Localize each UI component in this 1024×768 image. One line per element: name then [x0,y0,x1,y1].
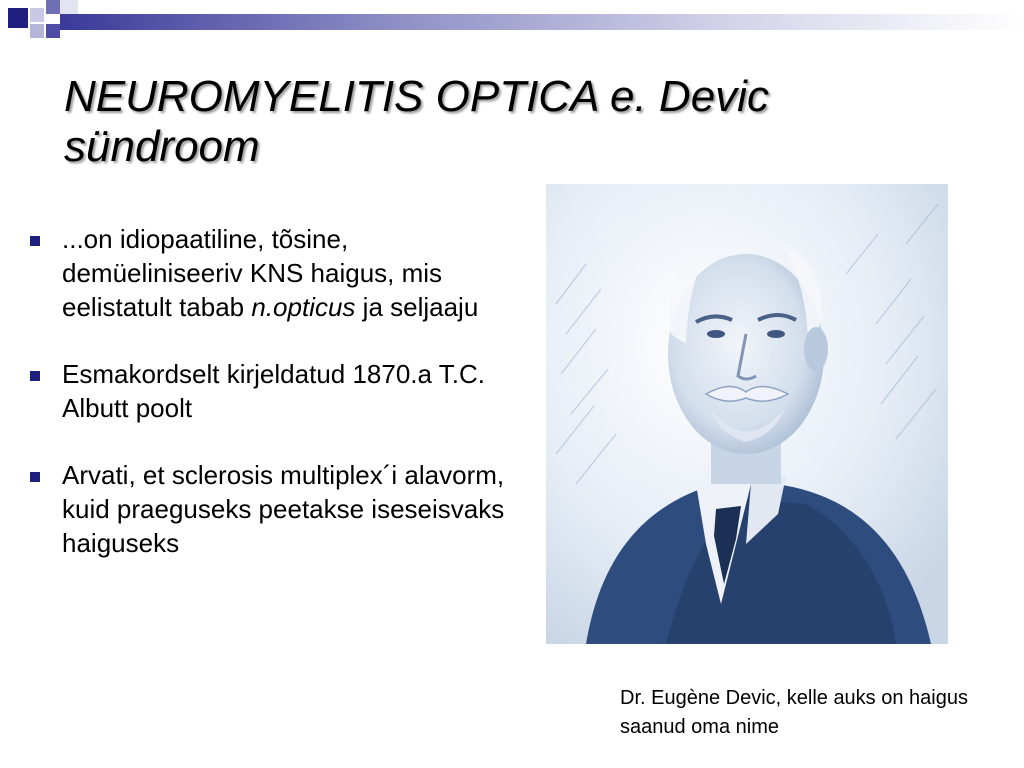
header-square [8,8,28,28]
bullet-square-icon [30,236,40,246]
bullet-item [22,458,522,560]
portrait-image [546,184,948,644]
bullet-text: Arvati, et sclerosis multiplex´i alavorm, kuid praeguseks peetakse iseseisvaks haiguseks [62,460,505,558]
slide-title-line2: sündroom [64,122,260,171]
bullet-text: Esmakordselt kirjeldatud 1870.a T.C. Albutt poolt [62,359,485,423]
bullet-square-icon [30,371,40,381]
header-square [30,8,44,22]
portrait-caption: Dr. Eugène Devic, kelle auks on haigus saanud oma nime [620,687,968,738]
bullet-item [22,222,522,324]
header-square [46,0,60,14]
header-square [30,24,44,38]
bullet-italic-term: n.opticus [251,292,356,322]
bullet-item [22,357,522,425]
bullet-text: ja seljaaju [355,292,479,322]
slide-title [64,72,964,172]
bullet-list [22,222,522,593]
header-square [60,0,78,14]
header-square [46,24,60,38]
header-gradient-bar [60,14,1024,30]
bullet-square-icon [30,472,40,482]
bullet-text: ...on idiopaatiline, tõsine, demüeliniseeriv KNS haigus, mis eelistatult tabab [62,224,443,322]
slide-title-line1: NEUROMYELITIS OPTICA e. Devic [64,72,769,121]
